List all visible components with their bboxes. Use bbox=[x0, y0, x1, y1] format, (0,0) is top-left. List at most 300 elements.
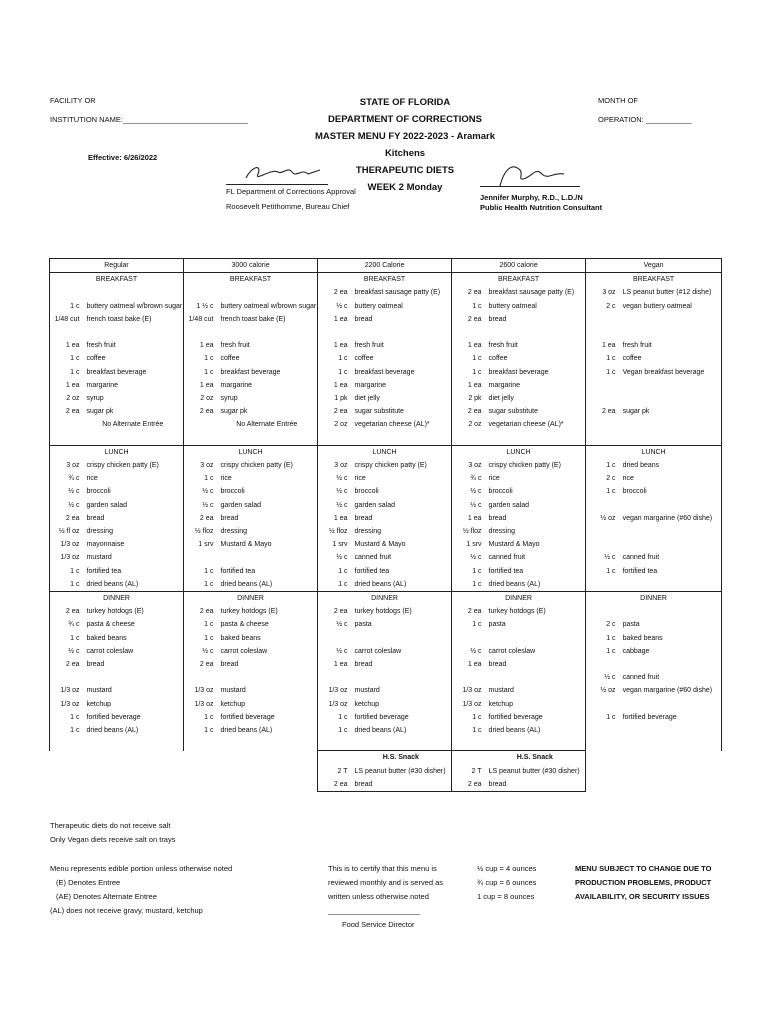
portion-qty: 2 ea bbox=[452, 605, 485, 618]
menu-item bbox=[83, 737, 184, 751]
portion-qty: ½ c bbox=[318, 300, 351, 313]
portion-qty: 1 c bbox=[50, 352, 83, 365]
menu-item bbox=[83, 778, 184, 792]
portion-qty: 1 srv bbox=[318, 538, 351, 551]
menu-item bbox=[619, 658, 722, 671]
consultant-line bbox=[480, 186, 580, 187]
portion-qty bbox=[586, 737, 619, 751]
portion-qty: ½ fl oz bbox=[50, 525, 83, 538]
portion-qty: 1 ½ c bbox=[184, 300, 217, 313]
menu-item bbox=[619, 698, 722, 711]
menu-item: dried beans (AL) bbox=[86, 580, 139, 588]
menu-item bbox=[619, 724, 722, 737]
portion-qty: ½ c bbox=[318, 551, 351, 564]
menu-item bbox=[619, 578, 722, 592]
portion-qty: 1 ea bbox=[318, 512, 351, 525]
menu-item: fortified beverage bbox=[220, 713, 275, 721]
menu-item bbox=[619, 379, 722, 392]
menu-item: broccoli bbox=[488, 488, 513, 496]
month-label: MONTH OF bbox=[598, 96, 638, 105]
menu-item bbox=[619, 605, 722, 618]
menu-item: crispy chicken patty (E) bbox=[220, 462, 293, 470]
table-row bbox=[50, 392, 722, 405]
warning-line: PRODUCTION PROBLEMS, PRODUCT bbox=[575, 878, 712, 887]
menu-item bbox=[351, 737, 452, 751]
portion-qty: 2 ea bbox=[184, 605, 217, 618]
portion-qty: ¾ c bbox=[50, 618, 83, 631]
menu-item: carrot coleslaw bbox=[488, 647, 536, 655]
menu-item: Vegan breakfast beverage bbox=[619, 366, 722, 379]
portion-qty: 1 c bbox=[50, 578, 83, 592]
menu-item: dressing bbox=[488, 528, 516, 536]
menu-item: coffee bbox=[619, 352, 722, 365]
menu-item: LS peanut butter (#12 dishe) bbox=[619, 286, 722, 299]
portion-qty: 1/3 oz bbox=[50, 684, 83, 697]
portion-qty: 1 c bbox=[50, 724, 83, 737]
portion-qty: 2 ea bbox=[452, 313, 485, 326]
menu-item: carrot coleslaw bbox=[220, 647, 268, 655]
menu-item: buttery oatmeal w/brown sugar bbox=[86, 302, 183, 310]
table-row bbox=[50, 366, 722, 379]
portion-qty bbox=[586, 578, 619, 592]
table-row bbox=[50, 658, 722, 671]
menu-item: breakfast sausage patty (E) bbox=[488, 289, 575, 297]
menu-item: broccoli bbox=[619, 485, 722, 498]
portion-qty bbox=[50, 737, 83, 751]
table-row bbox=[50, 751, 722, 765]
menu-item bbox=[217, 751, 318, 765]
portion-qty: 1 c bbox=[586, 485, 619, 498]
menu-item: dried beans (AL) bbox=[220, 580, 273, 588]
portion-qty: ½ floz bbox=[318, 525, 351, 538]
menu-item: canned fruit bbox=[619, 551, 722, 564]
section-label: DINNER bbox=[184, 592, 318, 606]
menu-item: bread bbox=[485, 778, 586, 792]
section-label: BREAKFAST bbox=[452, 273, 586, 287]
menu-item: vegan margarine (#60 dishe) bbox=[619, 684, 722, 697]
portion-qty: 1 c bbox=[50, 565, 83, 578]
legend-line: (AE) Denotes Alternate Entree bbox=[56, 892, 157, 901]
menu-item: dried beans (AL) bbox=[354, 727, 407, 735]
portion-qty: ½ c bbox=[184, 645, 217, 658]
menu-item: broccoli bbox=[86, 488, 111, 496]
menu-item: rice bbox=[488, 475, 500, 483]
menu-item bbox=[485, 632, 586, 645]
menu-item: coffee bbox=[220, 355, 240, 363]
table-row bbox=[50, 538, 722, 551]
portion-qty bbox=[586, 765, 619, 778]
section-label: DINNER bbox=[452, 592, 586, 606]
portion-qty bbox=[184, 326, 217, 339]
table-row bbox=[50, 632, 722, 645]
menu-item: bread bbox=[488, 315, 507, 323]
menu-item: sugar pk bbox=[619, 405, 722, 418]
portion-qty: ½ c bbox=[452, 645, 485, 658]
menu-item: diet jelly bbox=[354, 395, 380, 403]
menu-item bbox=[351, 432, 452, 446]
menu-item: carrot coleslaw bbox=[354, 647, 402, 655]
menu-item: fresh fruit bbox=[619, 339, 722, 352]
portion-qty bbox=[318, 432, 351, 446]
menu-item: fresh fruit bbox=[220, 342, 250, 350]
approval-title: FL Department of Corrections Approval bbox=[226, 187, 356, 196]
portion-qty: 1 c bbox=[184, 632, 217, 645]
menu-item: mayonnaise bbox=[86, 541, 125, 549]
menu-item: bread bbox=[351, 778, 452, 792]
portion-qty: 2 T bbox=[318, 765, 351, 778]
section-label: BREAKFAST bbox=[50, 273, 184, 287]
menu-item: Mustard & Mayo bbox=[488, 541, 540, 549]
portion-qty: 2 ea bbox=[184, 512, 217, 525]
portion-qty bbox=[586, 379, 619, 392]
portion-qty: 1/3 oz bbox=[50, 698, 83, 711]
menu-item: coffee bbox=[354, 355, 374, 363]
menu-item: french toast bake (E) bbox=[86, 315, 152, 323]
menu-item: dried beans bbox=[619, 459, 722, 472]
menu-item: bread bbox=[86, 514, 105, 522]
menu-item: ketchup bbox=[354, 700, 380, 708]
portion-qty: 1 c bbox=[50, 300, 83, 313]
portion-qty bbox=[586, 658, 619, 671]
section-label: DINNER bbox=[50, 592, 184, 606]
menu-item: buttery oatmeal bbox=[354, 302, 403, 310]
table-row bbox=[50, 300, 722, 313]
section-row bbox=[50, 273, 722, 287]
portion-qty: 1 c bbox=[586, 632, 619, 645]
menu-item: bread bbox=[354, 661, 373, 669]
portion-qty: 1 c bbox=[50, 366, 83, 379]
portion-qty bbox=[184, 671, 217, 684]
portion-qty bbox=[452, 737, 485, 751]
menu-item bbox=[217, 671, 318, 684]
menu-item: No Alternate Entrée bbox=[236, 421, 298, 429]
portion-qty: 1 c bbox=[184, 578, 217, 592]
portion-qty: 1/48 cut bbox=[50, 313, 83, 326]
portion-qty: 1 c bbox=[318, 578, 351, 592]
portion-qty: 1 c bbox=[452, 618, 485, 631]
section-row bbox=[50, 445, 722, 459]
portion-qty: 2 c bbox=[586, 472, 619, 485]
menu-item: canned fruit bbox=[354, 554, 392, 562]
portion-qty: 1 c bbox=[50, 632, 83, 645]
warning-line: AVAILABILITY, OR SECURITY ISSUES bbox=[575, 892, 710, 901]
portion-qty: ½ c bbox=[586, 671, 619, 684]
menu-item bbox=[619, 326, 722, 339]
menu-item: mustard bbox=[354, 687, 380, 695]
portion-qty: 2 ea bbox=[50, 658, 83, 671]
section-label: LUNCH bbox=[184, 445, 318, 459]
certify-line: ______________________ bbox=[328, 906, 420, 915]
menu-item: fortified tea bbox=[354, 567, 390, 575]
menu-item bbox=[619, 392, 722, 405]
certification bbox=[328, 864, 443, 934]
menu-item: rice bbox=[354, 475, 366, 483]
menu-item bbox=[83, 432, 184, 446]
table-row bbox=[50, 485, 722, 498]
portion-qty bbox=[50, 778, 83, 792]
conversion-line: 1 cup = 8 ounces bbox=[477, 892, 535, 901]
menu-item: margarine bbox=[220, 381, 253, 389]
menu-item bbox=[351, 326, 452, 339]
menu-item: bread bbox=[220, 661, 239, 669]
menu-item bbox=[351, 671, 452, 684]
menu-item: fortified tea bbox=[220, 567, 256, 575]
portion-qty: 1 c bbox=[452, 565, 485, 578]
approval-signature bbox=[232, 160, 332, 184]
menu-item bbox=[619, 737, 722, 751]
menu-item: ketchup bbox=[86, 700, 112, 708]
table-row bbox=[50, 499, 722, 512]
portion-qty: ½ c bbox=[318, 645, 351, 658]
menu-item: turkey hotdogs (E) bbox=[86, 608, 144, 616]
portion-qty bbox=[318, 751, 351, 765]
portion-qty: 1 c bbox=[318, 366, 351, 379]
portion-qty: 2 ea bbox=[50, 512, 83, 525]
title-line: STATE OF FLORIDA bbox=[359, 97, 451, 108]
table-row bbox=[50, 645, 722, 658]
portion-qty: ½ c bbox=[184, 485, 217, 498]
portion-qty bbox=[452, 751, 485, 765]
menu-item: fortified beverage bbox=[354, 713, 409, 721]
table-row bbox=[50, 326, 722, 339]
portion-qty bbox=[586, 605, 619, 618]
menu-item: canned fruit bbox=[619, 671, 722, 684]
portion-qty: 1 c bbox=[586, 366, 619, 379]
table-row bbox=[50, 724, 722, 737]
title-line: WEEK 2 Monday bbox=[367, 182, 443, 193]
legend bbox=[50, 864, 232, 920]
portion-qty: ½ c bbox=[318, 499, 351, 512]
portion-qty bbox=[318, 326, 351, 339]
menu-item: breakfast sausage patty (E) bbox=[354, 289, 441, 297]
portion-qty: 1/3 oz bbox=[318, 698, 351, 711]
section-label: DINNER bbox=[318, 592, 452, 606]
menu-item bbox=[217, 551, 318, 564]
menu-item: bread bbox=[488, 514, 507, 522]
portion-qty bbox=[586, 392, 619, 405]
portion-qty: 1 pk bbox=[318, 392, 351, 405]
menu-item bbox=[485, 432, 586, 446]
menu-item: mustard bbox=[86, 554, 112, 562]
menu-item: bread bbox=[488, 661, 507, 669]
menu-item bbox=[83, 326, 184, 339]
portion-qty bbox=[50, 671, 83, 684]
portion-qty: 2 ea bbox=[318, 286, 351, 299]
menu-item: bread bbox=[86, 661, 105, 669]
portion-qty: 1 ea bbox=[318, 339, 351, 352]
portion-qty: ½ c bbox=[452, 499, 485, 512]
institution-label: INSTITUTION NAME:______________________________ bbox=[50, 115, 249, 124]
portion-qty bbox=[184, 418, 217, 431]
menu-item bbox=[217, 326, 318, 339]
table-row bbox=[50, 578, 722, 592]
portion-qty bbox=[586, 499, 619, 512]
menu-item: LS peanut butter (#30 disher) bbox=[354, 767, 446, 775]
portion-qty: 1 c bbox=[184, 352, 217, 365]
table-row bbox=[50, 512, 722, 525]
portion-qty bbox=[586, 326, 619, 339]
portion-qty bbox=[184, 765, 217, 778]
portion-qty: 2 c bbox=[586, 300, 619, 313]
table-row bbox=[50, 698, 722, 711]
menu-item: dried beans (AL) bbox=[86, 727, 139, 735]
table-row bbox=[50, 618, 722, 631]
menu-item: margarine bbox=[488, 381, 521, 389]
portion-qty: 2 ea bbox=[318, 605, 351, 618]
portion-qty bbox=[586, 432, 619, 446]
menu-item: breakfast beverage bbox=[354, 368, 415, 376]
portion-qty bbox=[586, 525, 619, 538]
menu-item bbox=[619, 418, 722, 431]
portion-qty: 2 pk bbox=[452, 392, 485, 405]
portion-qty bbox=[50, 326, 83, 339]
menu-item bbox=[619, 525, 722, 538]
menu-item: canned fruit bbox=[488, 554, 526, 562]
menu-item: dressing bbox=[220, 528, 247, 536]
salt-note: Only Vegan diets receive salt on trays bbox=[50, 835, 176, 844]
section-label: LUNCH bbox=[50, 445, 184, 459]
menu-item: cabbage bbox=[619, 645, 722, 658]
change-warning bbox=[575, 864, 711, 906]
menu-item: Mustard & Mayo bbox=[354, 541, 406, 549]
portion-qty bbox=[318, 632, 351, 645]
menu-item: turkey hotdogs (E) bbox=[354, 608, 412, 616]
table-row bbox=[50, 313, 722, 326]
portion-qty: ½ c bbox=[318, 618, 351, 631]
menu-item: breakfast beverage bbox=[86, 368, 147, 376]
menu-item: rice bbox=[86, 475, 98, 483]
portion-qty: 2 ea bbox=[452, 778, 485, 792]
portion-qty bbox=[50, 286, 83, 299]
conversions bbox=[477, 864, 536, 906]
menu-item: sugar pk bbox=[220, 408, 248, 416]
menu-item: pasta bbox=[619, 618, 722, 631]
table-row bbox=[50, 565, 722, 578]
column-header-3000: 3000 calorie bbox=[184, 259, 318, 273]
portion-qty: 2 c bbox=[586, 618, 619, 631]
portion-qty: ½ c bbox=[184, 499, 217, 512]
portion-qty: 2 ea bbox=[452, 405, 485, 418]
conversion-line: ½ cup = 4 ounces bbox=[477, 864, 537, 873]
portion-qty: 1 c bbox=[184, 711, 217, 724]
menu-item bbox=[485, 326, 586, 339]
table-row bbox=[50, 405, 722, 418]
column-header-row bbox=[50, 259, 722, 273]
portion-qty: 1/3 oz bbox=[50, 538, 83, 551]
menu-item bbox=[619, 751, 722, 765]
menu-item bbox=[217, 737, 318, 751]
menu-item: turkey hotdogs (E) bbox=[488, 608, 546, 616]
certify-line: Food Service Director bbox=[342, 920, 415, 929]
menu-item: LS peanut butter (#30 disher) bbox=[485, 765, 586, 778]
portion-qty: 1 ea bbox=[452, 658, 485, 671]
portion-qty: 1 ea bbox=[452, 512, 485, 525]
portion-qty: 1 srv bbox=[184, 538, 217, 551]
portion-qty: 3 oz bbox=[184, 459, 217, 472]
portion-qty: 2 ea bbox=[318, 778, 351, 792]
title-line: DEPARTMENT OF CORRECTIONS bbox=[328, 114, 482, 125]
warning-line: MENU SUBJECT TO CHANGE DUE TO bbox=[575, 864, 712, 873]
menu-item: mustard bbox=[220, 687, 246, 695]
menu-item: vegan buttery oatmeal bbox=[619, 300, 722, 313]
portion-qty: 1 ea bbox=[318, 313, 351, 326]
menu-item: fortified beverage bbox=[488, 713, 543, 721]
portion-qty: 1 c bbox=[452, 724, 485, 737]
section-label: LUNCH bbox=[452, 445, 586, 459]
table-row bbox=[50, 737, 722, 751]
menu-item: diet jelly bbox=[488, 395, 514, 403]
portion-qty: 1 c bbox=[184, 366, 217, 379]
menu-item: Mustard & Mayo bbox=[220, 541, 272, 549]
table-row bbox=[50, 418, 722, 431]
portion-qty bbox=[586, 751, 619, 765]
menu-item bbox=[217, 778, 318, 792]
menu-item bbox=[83, 671, 184, 684]
portion-qty bbox=[586, 418, 619, 431]
menu-item: crispy chicken patty (E) bbox=[86, 462, 159, 470]
portion-qty: 1 c bbox=[586, 711, 619, 724]
portion-qty bbox=[50, 751, 83, 765]
portion-qty: 1 c bbox=[318, 565, 351, 578]
menu-item: turkey hotdogs (E) bbox=[220, 608, 278, 616]
certify-line: This is to certify that this menu is bbox=[328, 864, 437, 873]
portion-qty: 2 ea bbox=[50, 405, 83, 418]
section-label: BREAKFAST bbox=[586, 273, 722, 287]
approval-name: Roosevelt Petithomme, Bureau Chief bbox=[226, 202, 350, 211]
menu-item: sugar substitute bbox=[488, 408, 538, 416]
certify-line: reviewed monthly and is served as bbox=[328, 878, 444, 887]
portion-qty: 3 oz bbox=[318, 459, 351, 472]
menu-item bbox=[619, 313, 722, 326]
consultant-title: Public Health Nutrition Consultant bbox=[480, 203, 603, 212]
table-row bbox=[50, 286, 722, 299]
section-label: BREAKFAST bbox=[318, 273, 452, 287]
portion-qty bbox=[184, 737, 217, 751]
menu-item: garden salad bbox=[86, 501, 127, 509]
column-header-2600: 2600 calorie bbox=[452, 259, 586, 273]
portion-qty: 1 srv bbox=[452, 538, 485, 551]
menu-item: fortified tea bbox=[488, 567, 524, 575]
portion-qty: 1/3 oz bbox=[184, 684, 217, 697]
portion-qty: 1 ea bbox=[184, 339, 217, 352]
menu-item: pasta & cheese bbox=[86, 621, 135, 629]
portion-qty: 2 ea bbox=[452, 286, 485, 299]
portion-qty bbox=[50, 765, 83, 778]
portion-qty: 2 oz bbox=[452, 418, 485, 431]
table-row bbox=[50, 379, 722, 392]
menu-item: mustard bbox=[86, 687, 112, 695]
portion-qty: 2 oz bbox=[184, 392, 217, 405]
portion-qty bbox=[586, 698, 619, 711]
portion-qty: 1 ea bbox=[50, 339, 83, 352]
portion-qty: 1 c bbox=[452, 578, 485, 592]
certify-line: written unless otherwise noted bbox=[328, 892, 429, 901]
menu-item bbox=[619, 499, 722, 512]
menu-item bbox=[619, 432, 722, 446]
menu-item: broccoli bbox=[354, 488, 379, 496]
menu-item: fresh fruit bbox=[354, 342, 384, 350]
menu-item bbox=[217, 432, 318, 446]
portion-qty: 1 ea bbox=[184, 379, 217, 392]
menu-item bbox=[485, 737, 586, 751]
menu-item bbox=[83, 751, 184, 765]
table-row bbox=[50, 352, 722, 365]
menu-item: dried beans (AL) bbox=[220, 727, 273, 735]
menu-item: pasta bbox=[354, 621, 372, 629]
menu-item: H.S. Snack bbox=[485, 751, 586, 765]
consultant-name: Jennifer Murphy, R.D., L.D./N bbox=[480, 193, 583, 202]
menu-item: baked beans bbox=[86, 634, 127, 642]
